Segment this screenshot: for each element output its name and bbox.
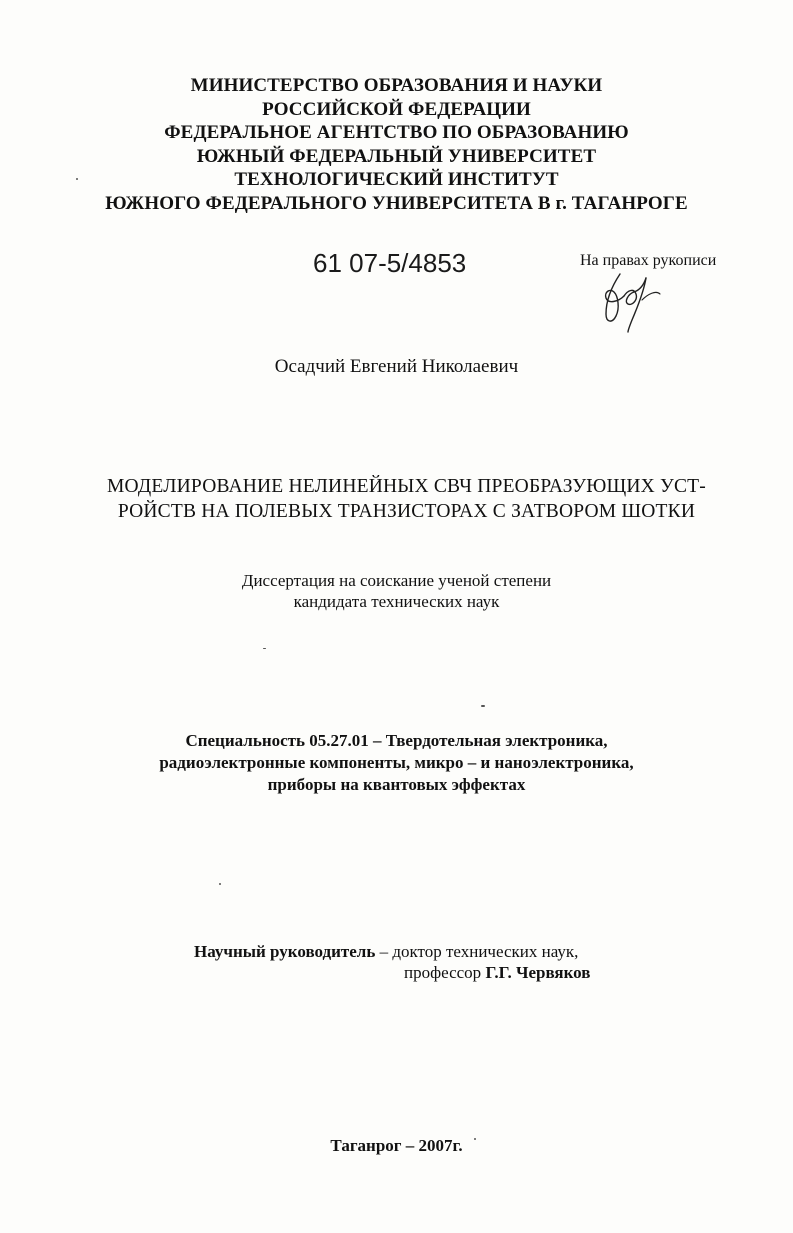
supervisor-line-1	[194, 942, 578, 962]
supervisor-name: Г.Г. Червяков	[485, 963, 591, 982]
author-name: Осадчий Евгений Николаевич	[274, 356, 519, 377]
city-year: Таганрог – 2007г.	[330, 1136, 463, 1155]
header-line: ФЕДЕРАЛЬНОЕ АГЕНТСТВО ПО ОБРАЗОВАНИЮ	[164, 122, 629, 143]
scan-speck	[263, 648, 266, 649]
header-line: ЮЖНЫЙ ФЕДЕРАЛЬНЫЙ УНИВЕРСИТЕТ	[196, 145, 597, 167]
header-line: ЮЖНОГО ФЕДЕРАЛЬНОГО УНИВЕРСИТЕТА В г. ТАГАНРОГЕ	[105, 192, 688, 214]
ministry-header	[0, 74, 793, 215]
header-line: РОССИЙСКОЙ ФЕДЕРАЦИИ	[262, 98, 531, 120]
supervisor-rank: профессор	[404, 963, 486, 982]
degree-statement	[0, 570, 793, 612]
title-line: МОДЕЛИРОВАНИЕ НЕЛИНЕЙНЫХ СВЧ ПРЕОБРАЗУЮЩИХ УСТ-	[107, 476, 706, 497]
supervisor-label: Научный руководитель	[194, 942, 376, 961]
specialty	[0, 730, 793, 796]
title-line: РОЙСТВ НА ПОЛЕВЫХ ТРАНЗИСТОРАХ С ЗАТВОРОМ ШОТКИ	[117, 501, 696, 522]
scan-speck	[474, 1138, 476, 1140]
header-line: МИНИСТЕРСТВО ОБРАЗОВАНИЯ И НАУКИ	[190, 75, 603, 96]
specialty-line: приборы на квантовых эффектах	[267, 775, 526, 794]
specialty-line: Специальность 05.27.01 – Твердотельная электроника,	[185, 731, 608, 750]
supervisor-dash: –	[375, 942, 393, 961]
scan-speck	[481, 705, 485, 707]
header-line: ТЕХНОЛОГИЧЕСКИЙ ИНСТИТУТ	[234, 169, 559, 190]
dissertation-title	[100, 474, 713, 524]
degree-line: Диссертация на соискание ученой степени	[241, 571, 552, 590]
scan-speck	[76, 178, 78, 180]
degree-line: кандидата технических наук	[293, 592, 500, 611]
catalog-number: 61 07-5/4853	[313, 248, 467, 278]
handwritten-signature	[598, 270, 678, 334]
specialty-line: радиоэлектронные компоненты, микро – и наноэлектроника,	[159, 753, 634, 772]
scan-speck	[219, 883, 221, 885]
supervisor-line-2	[404, 963, 590, 983]
supervisor-degree: доктор технических наук,	[392, 942, 579, 961]
manuscript-note: На правах рукописи	[580, 252, 717, 269]
